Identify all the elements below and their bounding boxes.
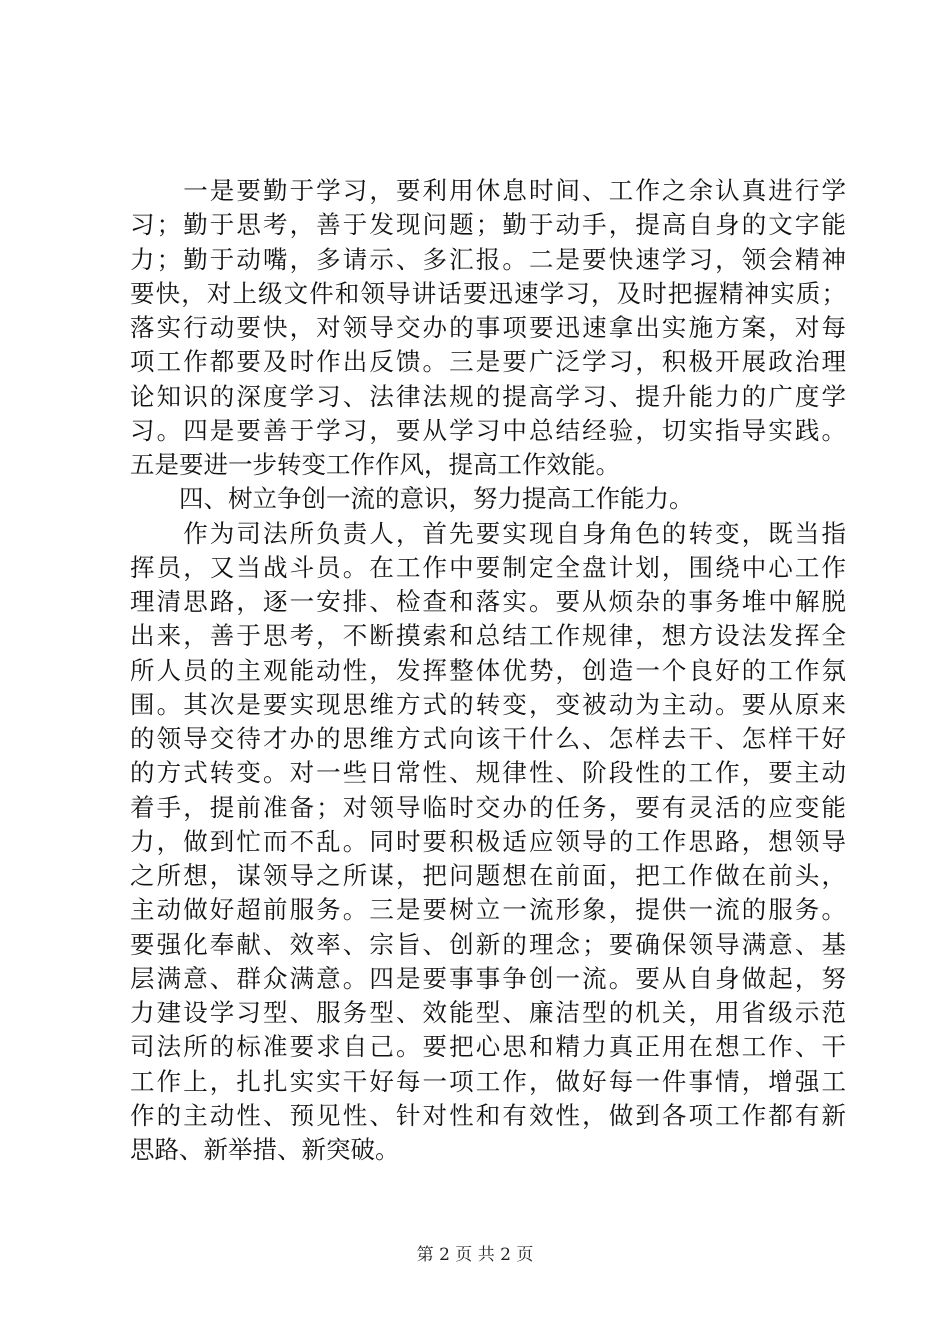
text-line: 力；勤于动嘴，多请示、多汇报。二是要快速学习，领会精神: [130, 244, 846, 274]
text-line: 思路、新举措、新突破。: [130, 1135, 400, 1164]
text-line: 层满意、群众满意。四是要事事争创一流。要从自身做起，努: [130, 963, 846, 993]
text-line: 所人员的主观能动性，发挥整体优势，创造一个良好的工作氛: [130, 655, 846, 685]
document-body: [130, 174, 846, 1167]
text-line: 项工作都要及时作出反馈。三是要广泛学习，积极开展政治理: [130, 347, 846, 377]
text-line: 理清思路，逐一安排、检查和落实。要从烦杂的事务堆中解脱: [130, 587, 846, 616]
text-line: 出来，善于思考，不断摸索和总结工作规律，想方设法发挥全: [130, 621, 846, 651]
text-line: 一是要勤于学习，要利用休息时间、工作之余认真进行学: [130, 176, 846, 205]
text-line: 力建设学习型、服务型、效能型、廉洁型的机关，用省级示范: [130, 998, 846, 1027]
text-line: 习；勤于思考，善于发现问题；勤于动手，提高自身的文字能: [130, 210, 846, 240]
text-line: 着手，提前准备；对领导临时交办的任务，要有灵活的应变能: [130, 792, 846, 822]
text-line: 要强化奉献、效率、宗旨、创新的理念；要确保领导满意、基: [130, 929, 846, 959]
text-line: 之所想，谋领导之所谋，把问题想在前面，把工作做在前头，: [130, 861, 846, 890]
text-line: 要快，对上级文件和领导讲话要迅速学习，及时把握精神实质；: [130, 278, 846, 308]
text-line: 作的主动性、预见性、针对性和有效性，做到各项工作都有新: [130, 1100, 846, 1130]
text-line: 围。其次是要实现思维方式的转变，变被动为主动。要从原来: [130, 689, 846, 719]
text-line: 的方式转变。对一些日常性、规律性、阶段性的工作，要主动: [130, 758, 846, 788]
text-line: 习。四是要善于学习，要从学习中总结经验，切实指导实践。: [130, 415, 846, 445]
page-number-footer: 第 2 页 共 2 页: [416, 1245, 534, 1265]
text-line: 论知识的深度学习、法律法规的提高学习、提升能力的广度学: [130, 381, 846, 411]
text-line: 的领导交待才办的思维方式向该干什么、怎样去干、怎样干好: [130, 724, 846, 753]
text-line: 挥员，又当战斗员。在工作中要制定全盘计划，围绕中心工作: [130, 552, 846, 582]
section-heading: 四、树立争创一流的意识，努力提高工作能力。: [130, 484, 694, 514]
text-line: 作为司法所负责人，首先要实现自身角色的转变，既当指: [130, 518, 846, 548]
text-line: 力，做到忙而不乱。同时要积极适应领导的工作思路，想领导: [130, 826, 846, 856]
text-line: 司法所的标准要求自己。要把心思和精力真正用在想工作、干: [130, 1032, 846, 1062]
text-line: 工作上，扎扎实实干好每一项工作，做好每一件事情，增强工: [130, 1066, 846, 1096]
text-line: 主动做好超前服务。三是要树立一流形象，提供一流的服务。: [130, 895, 846, 925]
text-line: 五是要进一步转变工作作风，提高工作效能。: [130, 450, 620, 479]
text-line: 落实行动要快，对领导交办的事项要迅速拿出实施方案，对每: [130, 313, 846, 342]
